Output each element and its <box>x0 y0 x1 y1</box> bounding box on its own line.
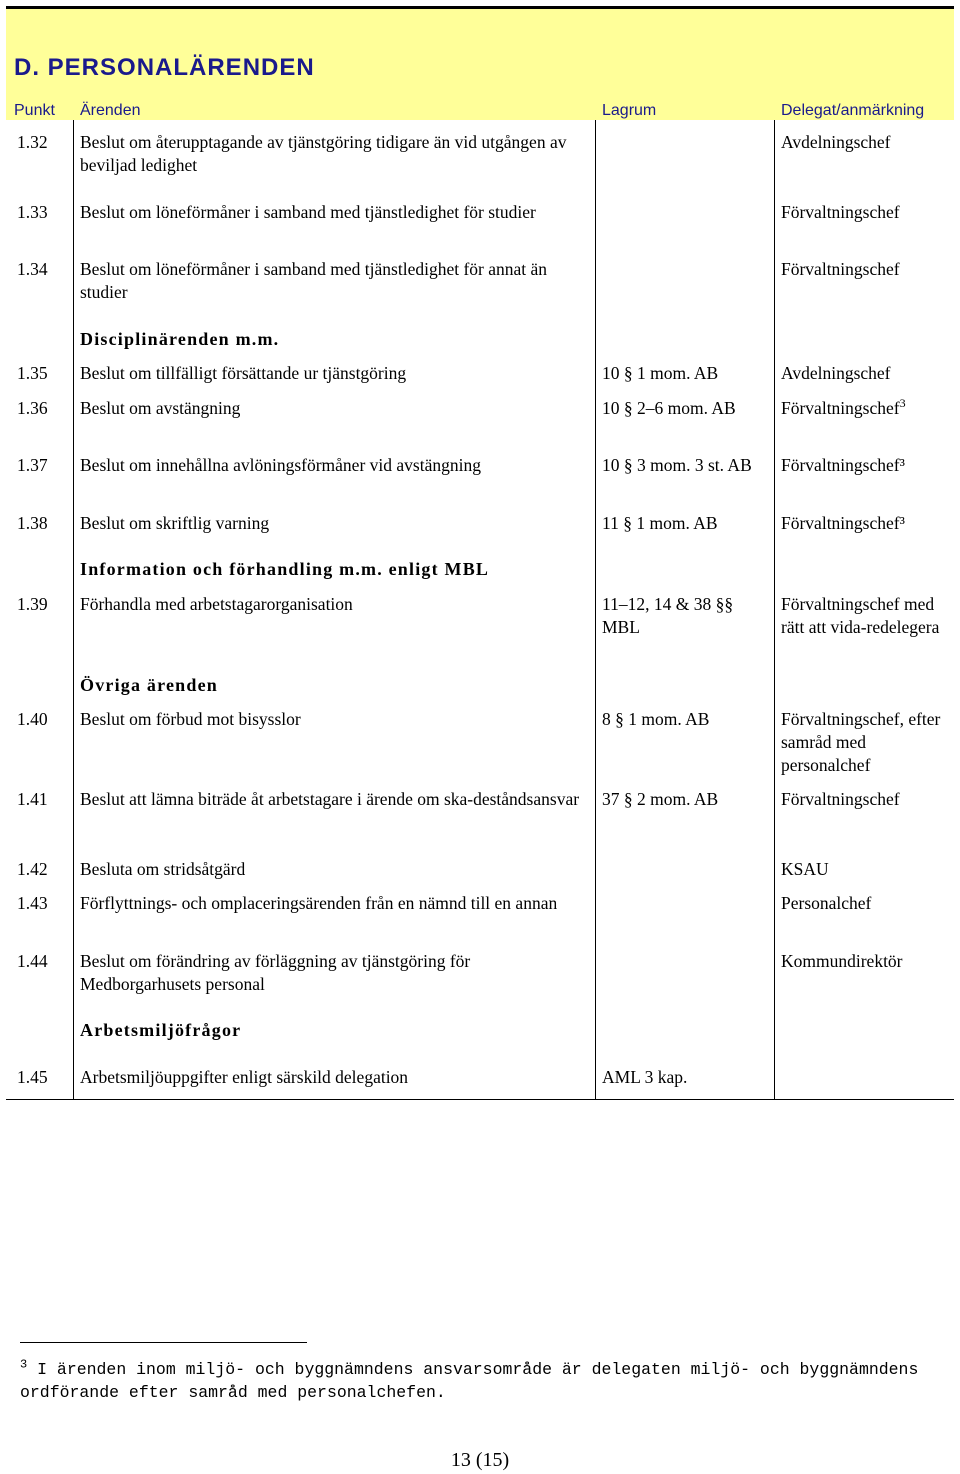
row-delegat: Förvaltningschef <box>781 259 900 279</box>
row-lagrum: 10 § 1 mom. AB <box>602 363 719 383</box>
column-divider-3 <box>774 120 775 1100</box>
row-delegat: Förvaltningschef <box>781 202 900 222</box>
row-delegat: Förvaltningschef med rätt att vida-redelegera <box>781 594 940 637</box>
row-lagrum: 11 § 1 mom. AB <box>602 513 718 533</box>
section-title: D. PERSONALÄRENDEN <box>14 54 315 81</box>
column-header-delegat: Delegat/anmärkning <box>781 102 925 119</box>
row-number: 1.45 <box>17 1067 48 1087</box>
row-number: 1.36 <box>17 398 48 418</box>
section-heading-disciplin: Disciplinärenden m.m. <box>80 329 280 349</box>
row-delegat: Personalchef <box>781 893 872 913</box>
row-delegat: KSAU <box>781 859 829 879</box>
row-arende: Förflyttnings- och omplaceringsärenden från en nämnd till en annan <box>80 893 558 913</box>
table-bottom-border <box>6 1099 954 1100</box>
row-delegat: Förvaltningschef$^3$ <box>781 396 906 418</box>
row-arende: Beslut om avstängning <box>80 398 241 418</box>
row-number: 1.43 <box>17 893 48 913</box>
footnote-mark: 3 <box>20 1357 28 1372</box>
row-delegat: Kommundirektör <box>781 951 903 971</box>
column-header-punkt: Punkt <box>14 102 55 119</box>
section-heading-ovriga: Övriga ärenden <box>80 675 218 695</box>
row-arende: Besluta om stridsåtgärd <box>80 859 246 879</box>
row-number: 1.44 <box>17 951 48 971</box>
row-arende: Arbetsmiljöuppgifter enligt särskild delegation <box>80 1067 409 1087</box>
row-delegat: Avdelningschef <box>781 363 891 383</box>
row-number: 1.42 <box>17 859 48 879</box>
column-divider-1 <box>73 120 74 1100</box>
row-delegat: Förvaltningschef³ <box>781 455 905 475</box>
row-arende: Beslut om förändring av förläggning av tjänstgöring för Medborgarhusets personal <box>80 951 471 994</box>
row-arende: Beslut om löneförmåner i samband med tjänstledighet för annat än studier <box>80 259 548 302</box>
row-number: 1.39 <box>17 594 48 614</box>
row-arende: Beslut om förbud mot bisysslor <box>80 709 301 729</box>
row-number: 1.32 <box>17 132 48 152</box>
row-arende: Beslut om återupptagande av tjänstgöring tidigare än vid utgången av beviljad ledighet <box>80 132 567 175</box>
row-arende: Beslut om löneförmåner i samband med tjänstledighet för studier <box>80 202 536 222</box>
section-heading-mbl: Information och förhandling m.m. enligt MBL <box>80 559 490 579</box>
row-delegat: Förvaltningschef, efter samråd med personalchef <box>781 709 941 775</box>
row-delegat: Förvaltningschef <box>781 789 900 809</box>
row-arende: Beslut att lämna biträde åt arbetstagare i ärende om ska-deståndsansvar <box>80 789 580 809</box>
row-lagrum: 10 § 3 mom. 3 st. AB <box>602 455 752 475</box>
footnote-text: I ärenden inom miljö- och byggnämndens ansvarsområde är delegaten miljö- och byggnämndens ordförande efter samråd med personalchefen. <box>20 1360 919 1402</box>
row-number: 1.37 <box>17 455 48 475</box>
row-lagrum: 37 § 2 mom. AB <box>602 789 719 809</box>
row-number: 1.40 <box>17 709 48 729</box>
column-header-lagrum: Lagrum <box>602 102 657 119</box>
row-arende: Beslut om innehållna avlöningsförmåner vid avstängning <box>80 455 481 475</box>
page-number: 13 (15) <box>450 1449 510 1471</box>
row-lagrum: 10 § 2–6 mom. AB <box>602 398 736 418</box>
row-delegat: Förvaltningschef³ <box>781 513 905 533</box>
row-delegat: Avdelningschef <box>781 132 891 152</box>
footnote-reference: 3 <box>899 396 906 411</box>
row-number: 1.34 <box>17 259 48 279</box>
row-number: 1.41 <box>17 789 48 809</box>
row-lagrum: 11–12, 14 & 38 §§ MBL <box>602 594 734 637</box>
footnote <box>20 1358 920 1404</box>
row-number: 1.35 <box>17 363 48 383</box>
row-arende: Förhandla med arbetstagarorganisation <box>80 594 353 614</box>
row-number: 1.38 <box>17 513 48 533</box>
footnote-separator <box>20 1342 307 1343</box>
row-arende: Beslut om skriftlig varning <box>80 513 270 533</box>
row-lagrum: AML 3 kap. <box>602 1067 688 1087</box>
column-header-arenden: Ärenden <box>80 102 141 119</box>
row-lagrum: 8 § 1 mom. AB <box>602 709 710 729</box>
column-divider-2 <box>595 120 596 1100</box>
row-number: 1.33 <box>17 202 48 222</box>
section-heading-arbetsmiljo: Arbetsmiljöfrågor <box>80 1020 242 1040</box>
row-arende: Beslut om tillfälligt försättande ur tjänstgöring <box>80 363 407 383</box>
